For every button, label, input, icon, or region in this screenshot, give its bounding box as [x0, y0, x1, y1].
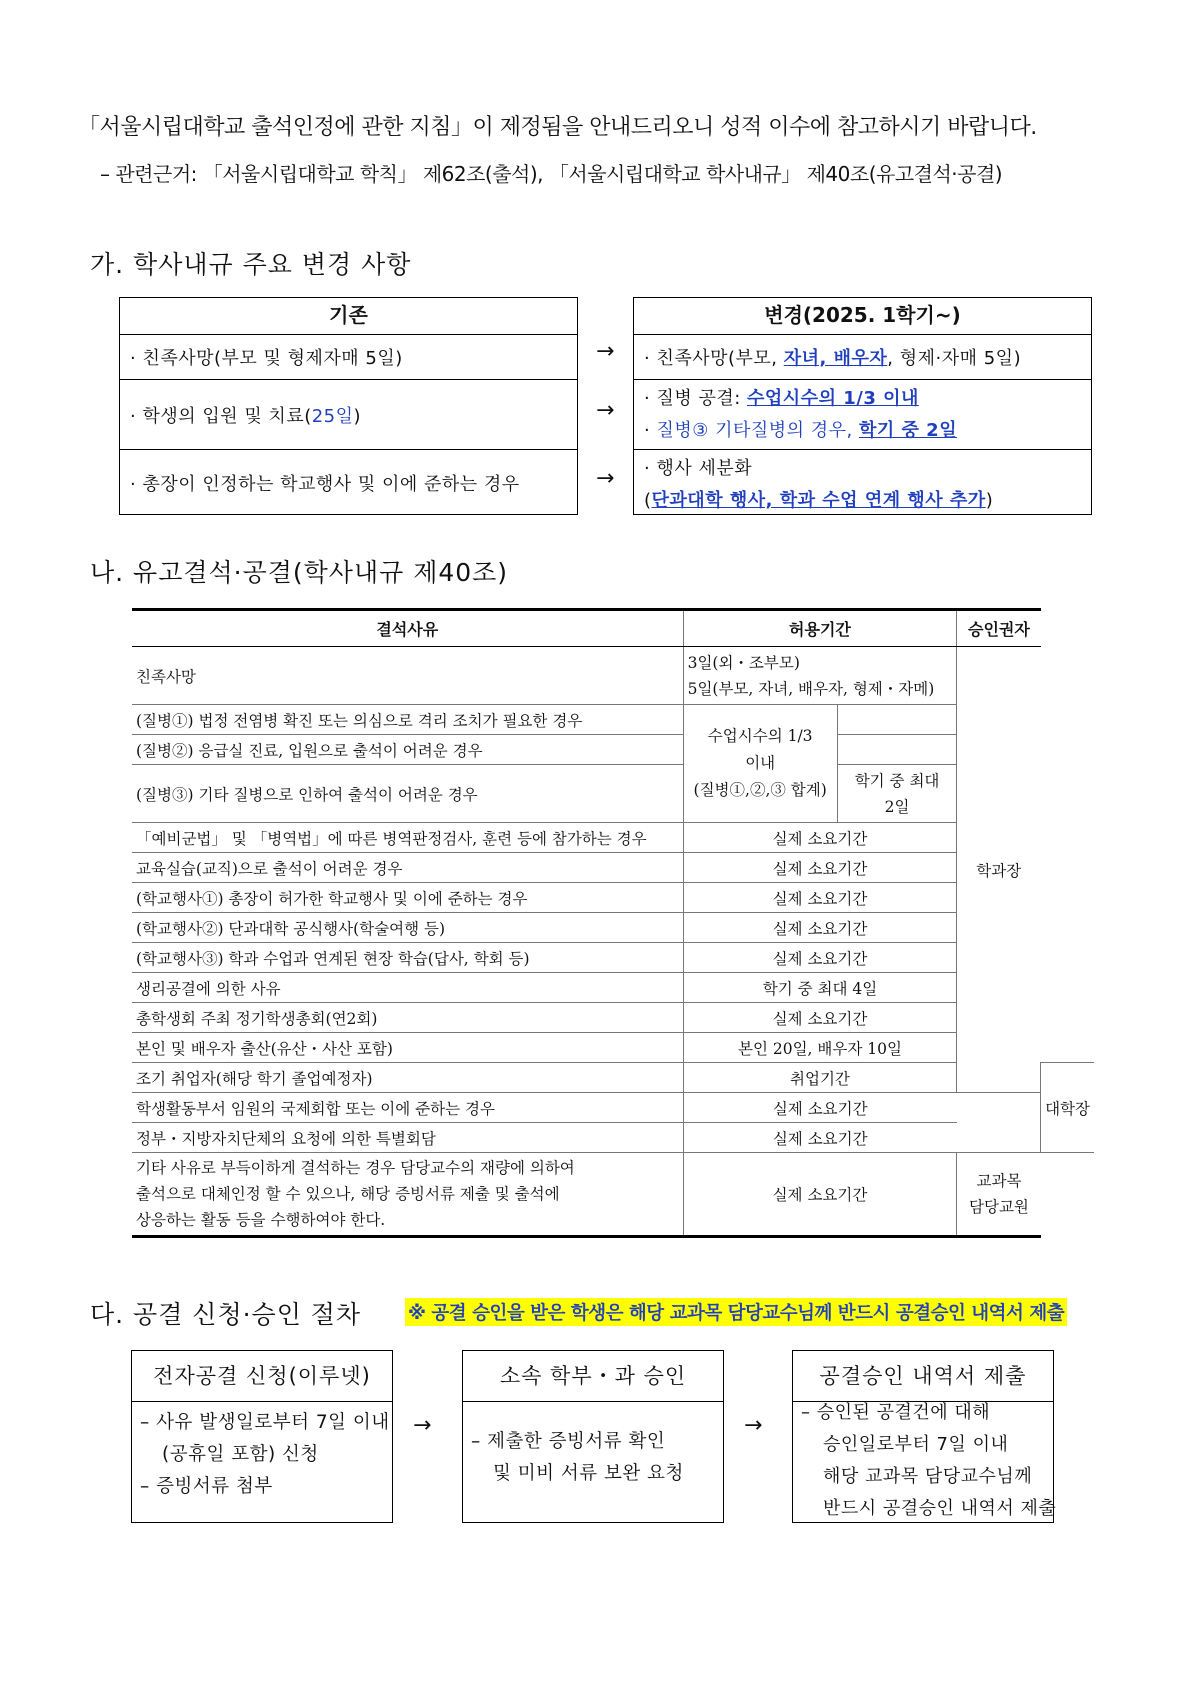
- after-row2-line2: · 질병③ 기타질병의 경우, 학기 중 2일: [644, 420, 958, 441]
- after-table: [633, 297, 1092, 515]
- table-row: 조기 취업자(해당 학기 졸업예정자): [132, 1063, 683, 1093]
- illness-period: 수업시수의 1/3 이내 (질병①,②,③ 합계): [683, 705, 837, 823]
- step-approve: [462, 1350, 724, 1523]
- header-period: 허용기간: [683, 610, 957, 647]
- step-approve-title: 소속 학부・과 승인: [463, 1351, 723, 1402]
- table-cell-period: 학기 중 최대 4일: [683, 973, 957, 1003]
- after-row1: · 친족사망(부모, 자녀, 배우자, 형제·자매 5일): [644, 348, 1022, 369]
- table-row: 총학생회 주최 정기학생총회(연2회): [132, 1003, 683, 1033]
- submission-notice: ※ 공결 승인을 받은 학생은 해당 교과목 담당교수님께 반드시 공결승인 내역서 제출: [405, 1298, 1067, 1326]
- table-cell-period: 실제 소요기간: [683, 943, 957, 973]
- table-cell-period: 실제 소요기간: [683, 883, 957, 913]
- before-row2: · 학생의 입원 및 치료(25일): [130, 406, 362, 427]
- table-row: 정부・지방자치단체의 요청에 의한 특별회담: [132, 1123, 683, 1153]
- table-cell-period: 취업기간: [683, 1063, 957, 1093]
- before-row3: · 총장이 인정하는 학교행사 및 이에 준하는 경우: [130, 474, 520, 495]
- before-table: [119, 297, 578, 515]
- illness2-extra: [837, 735, 957, 765]
- table-row: 교육실습(교직)으로 출석이 어려운 경우: [132, 853, 683, 883]
- before-header: 기존: [120, 298, 577, 335]
- table-cell-period: 실제 소요기간: [683, 1003, 957, 1033]
- table-cell-period: 실제 소요기간: [683, 823, 957, 853]
- after-header: 변경(2025. 1학기~): [634, 298, 1091, 335]
- header-reason: 결석사유: [132, 610, 683, 647]
- illness3-reason: (질병③) 기타 질병으로 인하여 출석이 어려운 경우: [132, 765, 683, 823]
- other-reason: 기타 사유로 부득이하게 결석하는 경우 담당교수의 재량에 의하여 출석으로 대체인정 할 수 있으나, 해당 증빙서류 제출 및 출석에 상응하는 활동 등을 수행하여야 한다.: [132, 1153, 683, 1237]
- step-apply-title: 전자공결 신청(이루넷): [132, 1351, 392, 1402]
- family-reason: 친족사망: [132, 647, 683, 705]
- step-apply: [131, 1350, 393, 1523]
- approver-dept: 학과장: [957, 647, 1041, 1093]
- illness1-reason: (질병①) 법정 전염병 확진 또는 의심으로 격리 조치가 필요한 경우: [132, 705, 683, 735]
- arrow-row2: →: [596, 398, 615, 423]
- intro-notice: 「서울시립대학교 출석인정에 관한 지침」이 제정됨을 안내드리오니 성적 이수에 참고하시기 바랍니다.: [78, 115, 1037, 140]
- after-row3-line1: · 행사 세분화: [644, 458, 753, 479]
- illness3-extra: 학기 중 최대 2일: [837, 765, 957, 823]
- illness1-extra: [837, 705, 957, 735]
- table-cell-period: 실제 소요기간: [683, 1123, 957, 1153]
- table-cell-period: 실제 소요기간: [683, 853, 957, 883]
- step-submit-title: 공결승인 내역서 제출: [793, 1351, 1053, 1402]
- table-row: 학생활동부서 임원의 국제회합 또는 이에 준하는 경우: [132, 1093, 683, 1123]
- section-da-title: 다. 공결 신청·승인 절차: [90, 1300, 362, 1329]
- arrow-row1: →: [596, 339, 615, 364]
- approver-college: 대학장: [1041, 1063, 1094, 1153]
- illness2-reason: (질병②) 응급실 진료, 입원으로 출석이 어려운 경우: [132, 735, 683, 765]
- approver-instructor: 교과목 담당교원: [957, 1153, 1041, 1237]
- table-row: (학교행사②) 단과대학 공식행사(학술여행 등): [132, 913, 683, 943]
- step-arrow-2: →: [744, 1413, 763, 1438]
- table-row: (학교행사③) 학과 수업과 연계된 현장 학습(답사, 학회 등): [132, 943, 683, 973]
- step-arrow-1: →: [413, 1413, 432, 1438]
- table-row: (학교행사①) 총장이 허가한 학교행사 및 이에 준하는 경우: [132, 883, 683, 913]
- absence-table: [132, 608, 1094, 1238]
- intro-legal-basis: – 관련근거: 「서울시립대학교 학칙」 제62조(출석), 「서울시립대학교 학사내규」 제40조(유고결석·공결): [100, 162, 1003, 186]
- section-na-title: 나. 유고결석·공결(학사내규 제40조): [90, 558, 509, 587]
- arrow-row3: →: [596, 466, 615, 491]
- step-submit-body: – 승인된 공결건에 대해 승인일로부터 7일 이내 해당 교과목 담당교수님께 반드시 공결승인 내역서 제출: [801, 1402, 1057, 1519]
- before-row1: · 친족사망(부모 및 형제자매 5일): [130, 348, 403, 369]
- step-approve-body: – 제출한 증빙서류 확인 및 미비 서류 보완 요청: [471, 1431, 684, 1484]
- table-row: 「예비군법」 및 「병역법」에 따른 병역판정검사, 훈련 등에 참가하는 경우: [132, 823, 683, 853]
- table-cell-period: 실제 소요기간: [683, 913, 957, 943]
- table-cell-period: 실제 소요기간: [683, 1093, 957, 1123]
- header-approver: 승인권자: [957, 610, 1041, 647]
- step-apply-body: – 사유 발생일로부터 7일 이내 (공휴일 포함) 신청 – 증빙서류 첨부: [140, 1412, 390, 1497]
- table-cell-period: 본인 20일, 배우자 10일: [683, 1033, 957, 1063]
- section-ga-title: 가. 학사내규 주요 변경 사항: [90, 250, 412, 279]
- after-row2-line1: · 질병 공결: 수업시수의 1/3 이내: [644, 388, 919, 409]
- step-submit: [792, 1350, 1057, 1523]
- family-period: 3일(외・조부모) 5일(부모, 자녀, 배우자, 형제・자메): [683, 647, 957, 705]
- other-period: 실제 소요기간: [683, 1153, 957, 1237]
- after-row3-line2: (단과대학 행사, 학과 수업 연계 행사 추가): [644, 490, 994, 511]
- table-row: 본인 및 배우자 출산(유산・사산 포함): [132, 1033, 683, 1063]
- table-row: 생리공결에 의한 사유: [132, 973, 683, 1003]
